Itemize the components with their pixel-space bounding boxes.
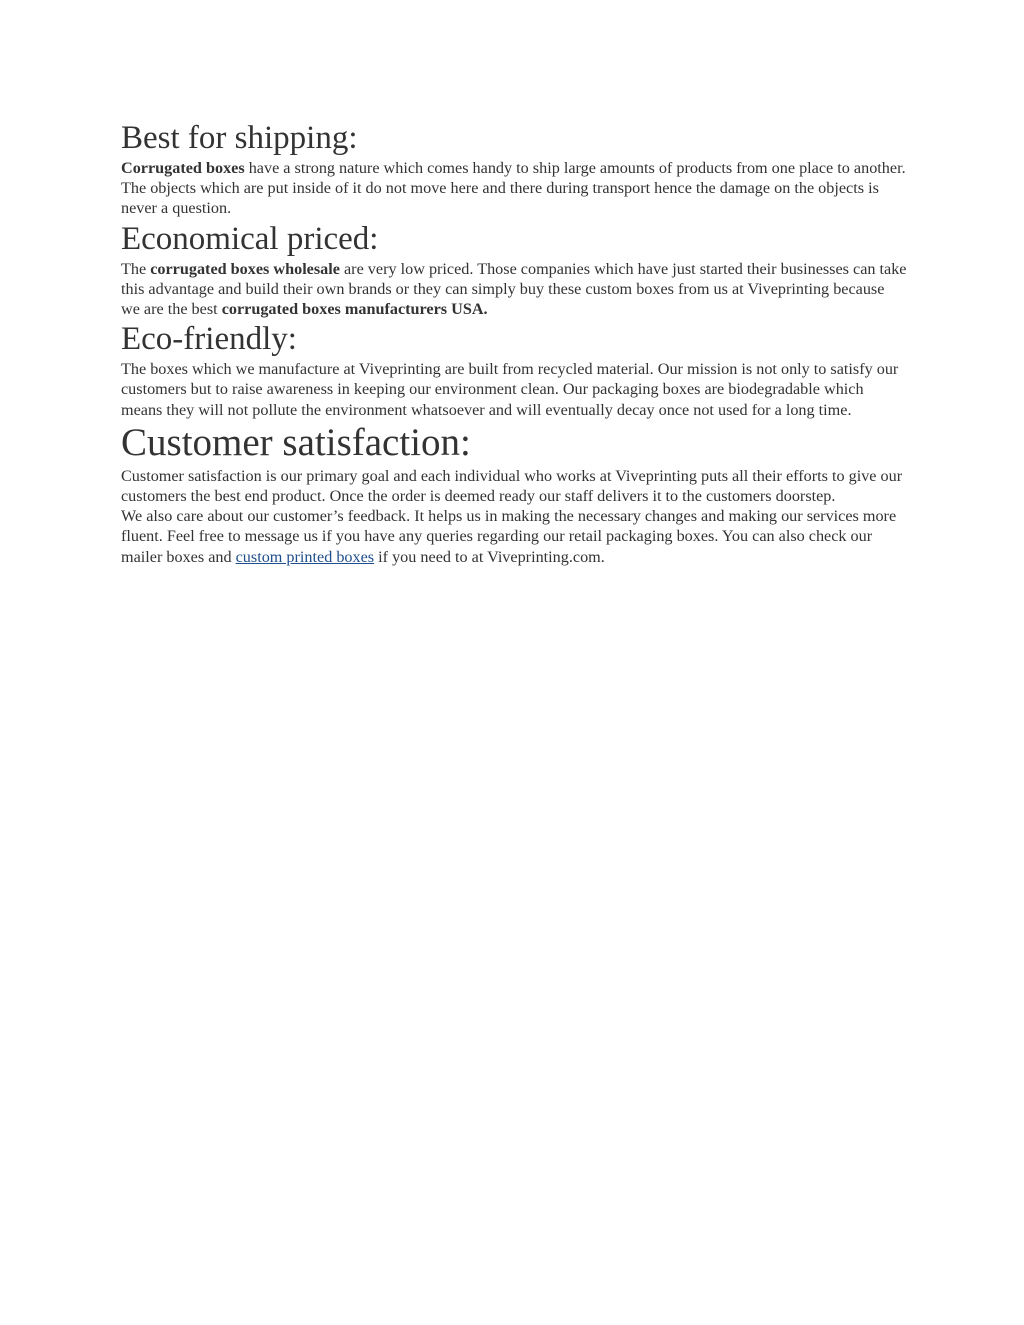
custom-printed-boxes-link[interactable]: custom printed boxes [235,547,375,566]
heading-customer-satisfaction: Customer satisfaction: [121,420,471,464]
section-best-for-shipping [121,118,907,219]
heading-economical-priced: Economical priced: [121,220,379,257]
paragraph-text: have a strong nature which comes handy to ship large amounts of products from one place to another. The objects which are put inside of it do not move here and there during transport hence the damage on the objects is never a question. [121,159,906,218]
paragraph-text: The [121,259,151,278]
bold-corrugated-boxes-manufacturers: corrugated boxes manufacturers USA. [221,300,488,319]
section-economical-priced [121,219,907,320]
heading-best-for-shipping: Best for shipping: [121,120,358,156]
paragraph-text: We also care about our customer’s feedback. It helps us in making the necessary changes and making our services more fluent. Feel free to message us if you have any queries regarding our retail packaging boxes. You can also check our mailer boxes and [121,507,897,566]
section-eco-friendly [121,319,907,420]
paragraph-text: if you need to at Viveprinting.com. [374,547,605,566]
bold-corrugated-boxes: Corrugated boxes [121,159,245,177]
bold-corrugated-boxes-wholesale: corrugated boxes wholesale [150,259,340,278]
paragraph-feedback [121,506,907,567]
section-customer-satisfaction [121,420,907,567]
document-body [121,118,907,567]
heading-eco-friendly: Eco-friendly: [121,321,297,358]
paragraph-best-for-shipping [121,158,907,219]
paragraph-text: are very low priced. Those companies which have just started their businesses can take this advantage and build their own brands or they can simply buy these custom boxes from us at Viveprinting because we are the best [121,259,907,319]
paragraph-economical-priced [121,259,907,320]
paragraph-customer-satisfaction: Customer satisfaction is our primary goal and each individual who works at Viveprinting puts all their efforts to give our customers the best end product. Once the order is deemed ready our staff delivers it to the customers doorstep. [121,466,903,506]
paragraph-eco-friendly: The boxes which we manufacture at Viveprinting are built from recycled material. Our mission is not only to satisfy our customers but to raise awareness in keeping our environment clean. Our packaging boxes are biodegradable which means they will not pollute the environment whatsoever and will eventually decay once not used for a long time. [121,360,899,419]
